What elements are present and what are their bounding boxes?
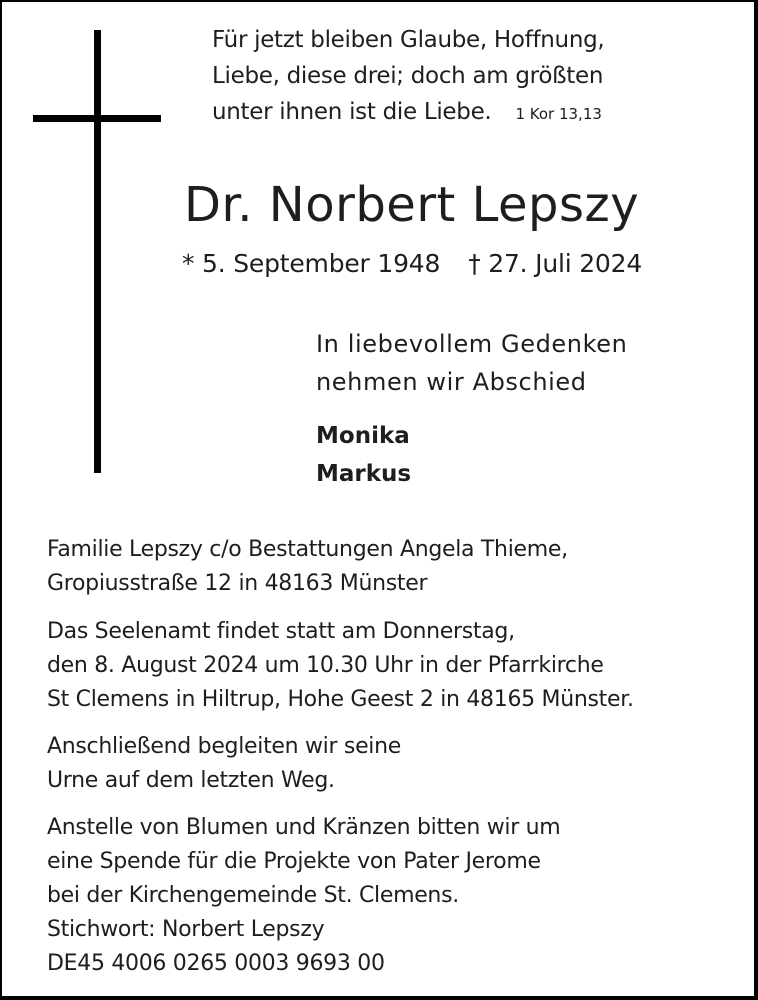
service-line: Das Seelenamt findet statt am Donnerstag, — [47, 619, 515, 644]
farewell-text — [316, 325, 627, 401]
contact-address — [47, 533, 568, 601]
burial-info — [47, 730, 401, 798]
donation-info — [47, 811, 560, 981]
burial-line: Anschließend begleiten wir seine — [47, 734, 402, 759]
verse-line-text: unter ihnen ist die Liebe. — [212, 99, 492, 125]
life-dates — [182, 246, 642, 282]
verse-line: Liebe, diese drei; doch am größten — [212, 63, 604, 89]
signer-name: Markus — [316, 461, 412, 487]
farewell-line: In liebevollem Gedenken — [316, 330, 628, 358]
signers — [316, 417, 411, 493]
bible-verse — [212, 22, 604, 132]
contact-line: Familie Lepszy c/o Bestattungen Angela Thieme, — [47, 537, 568, 562]
verse-reference: 1 Kor 13,13 — [515, 105, 602, 123]
signer-name: Monika — [316, 423, 410, 449]
cross-vertical-bar — [94, 30, 101, 473]
cross-horizontal-bar — [33, 115, 161, 122]
service-line: St Clemens in Hiltrup, Hohe Geest 2 in 48165 Münster. — [47, 687, 634, 712]
birth-date: * 5. September 1948 — [182, 249, 441, 278]
verse-line: Für jetzt bleiben Glaube, Hoffnung, — [212, 27, 605, 53]
donation-line: bei der Kirchengemeinde St. Clemens. — [47, 883, 459, 908]
verse-line — [212, 94, 604, 132]
deceased-name: Dr. Norbert Lepszy — [184, 177, 640, 233]
donation-line: eine Spende für die Projekte von Pater Jerome — [47, 849, 541, 874]
donation-iban: DE45 4006 0265 0003 9693 00 — [47, 951, 385, 976]
death-date: † 27. Juli 2024 — [468, 249, 643, 278]
donation-line: Anstelle von Blumen und Kränzen bitten wir um — [47, 815, 561, 840]
service-line: den 8. August 2024 um 10.30 Uhr in der Pfarrkirche — [47, 653, 604, 678]
burial-line: Urne auf dem letzten Weg. — [47, 768, 335, 793]
service-info — [47, 615, 634, 717]
donation-keyword: Stichwort: Norbert Lepszy — [47, 917, 325, 942]
contact-line: Gropiusstraße 12 in 48163 Münster — [47, 571, 428, 596]
farewell-line: nehmen wir Abschied — [316, 368, 587, 396]
